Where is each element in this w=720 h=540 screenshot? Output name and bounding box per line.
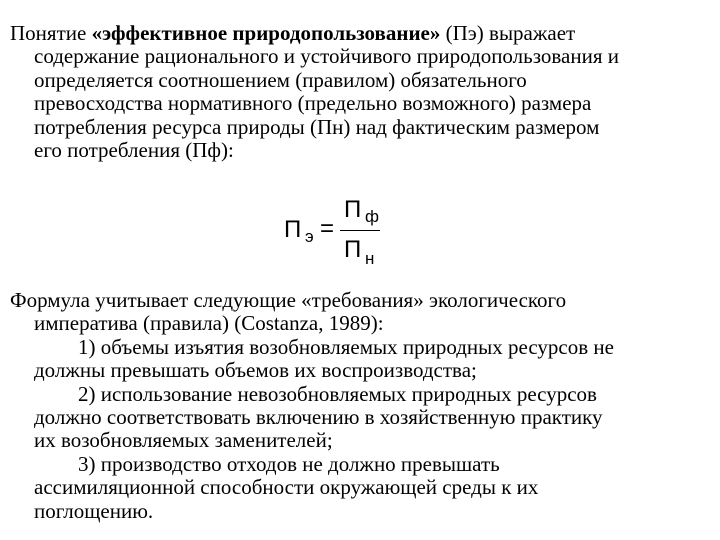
requirement-3-line-1: 3) производство отходов не должно превышать	[78, 451, 500, 476]
formula-lhs-subscript: э	[305, 227, 314, 246]
formula-numerator-subscript: ф	[365, 207, 379, 226]
formula-equals-sign: =	[320, 215, 335, 242]
intro-line-4: превосходства нормативного (предельно возможного) размера	[34, 91, 592, 116]
formula-denominator-symbol: П	[344, 236, 362, 263]
requirement-3-line-2: ассимиляционной способности окружающей среды к их	[34, 475, 539, 500]
requirements-line-1: Формула учитывает следующие «требования» экологического	[10, 288, 567, 312]
requirement-2-line-1: 2) использование невозобновляемых природных ресурсов	[78, 381, 597, 406]
requirement-3-line-3: поглощению.	[34, 498, 154, 523]
intro-line-3: определяется соотношением (правилом) обязательного	[34, 67, 527, 92]
intro-line-5: потребления ресурса природы (Пн) над фактическим размером	[34, 114, 600, 139]
formula-fraction-bar	[340, 230, 380, 231]
requirement-1-line-2: должны превышать объемов их воспроизводства;	[34, 358, 477, 383]
intro-line-1	[10, 22, 619, 45]
intro-text-tail: (Пэ) выражает	[440, 21, 576, 45]
formula-lhs-symbol: П	[284, 216, 302, 243]
requirement-2-line-3: их возобновляемых заменителей;	[34, 428, 333, 453]
requirement-2-line-2: должно соответствовать включению в хозяйственную практику	[34, 405, 603, 430]
formula-numerator-symbol: П	[344, 196, 362, 223]
requirement-1-line-1: 1) объемы изъятия возобновляемых природных ресурсов не	[78, 334, 614, 359]
intro-line-6: его потребления (Пф):	[34, 138, 234, 163]
intro-term-bold: «эффективное природопользование»	[91, 21, 441, 45]
intro-text-lead: Понятие	[10, 21, 92, 45]
requirements-line-2: императива (правила) (Costanza, 1989):	[34, 311, 384, 336]
intro-line-2: содержание рационального и устойчивого природопользования и	[34, 44, 619, 69]
intro-paragraph	[10, 22, 619, 162]
requirements-paragraph	[10, 289, 614, 523]
efficiency-formula	[284, 192, 394, 270]
formula-denominator-subscript: н	[365, 249, 375, 268]
